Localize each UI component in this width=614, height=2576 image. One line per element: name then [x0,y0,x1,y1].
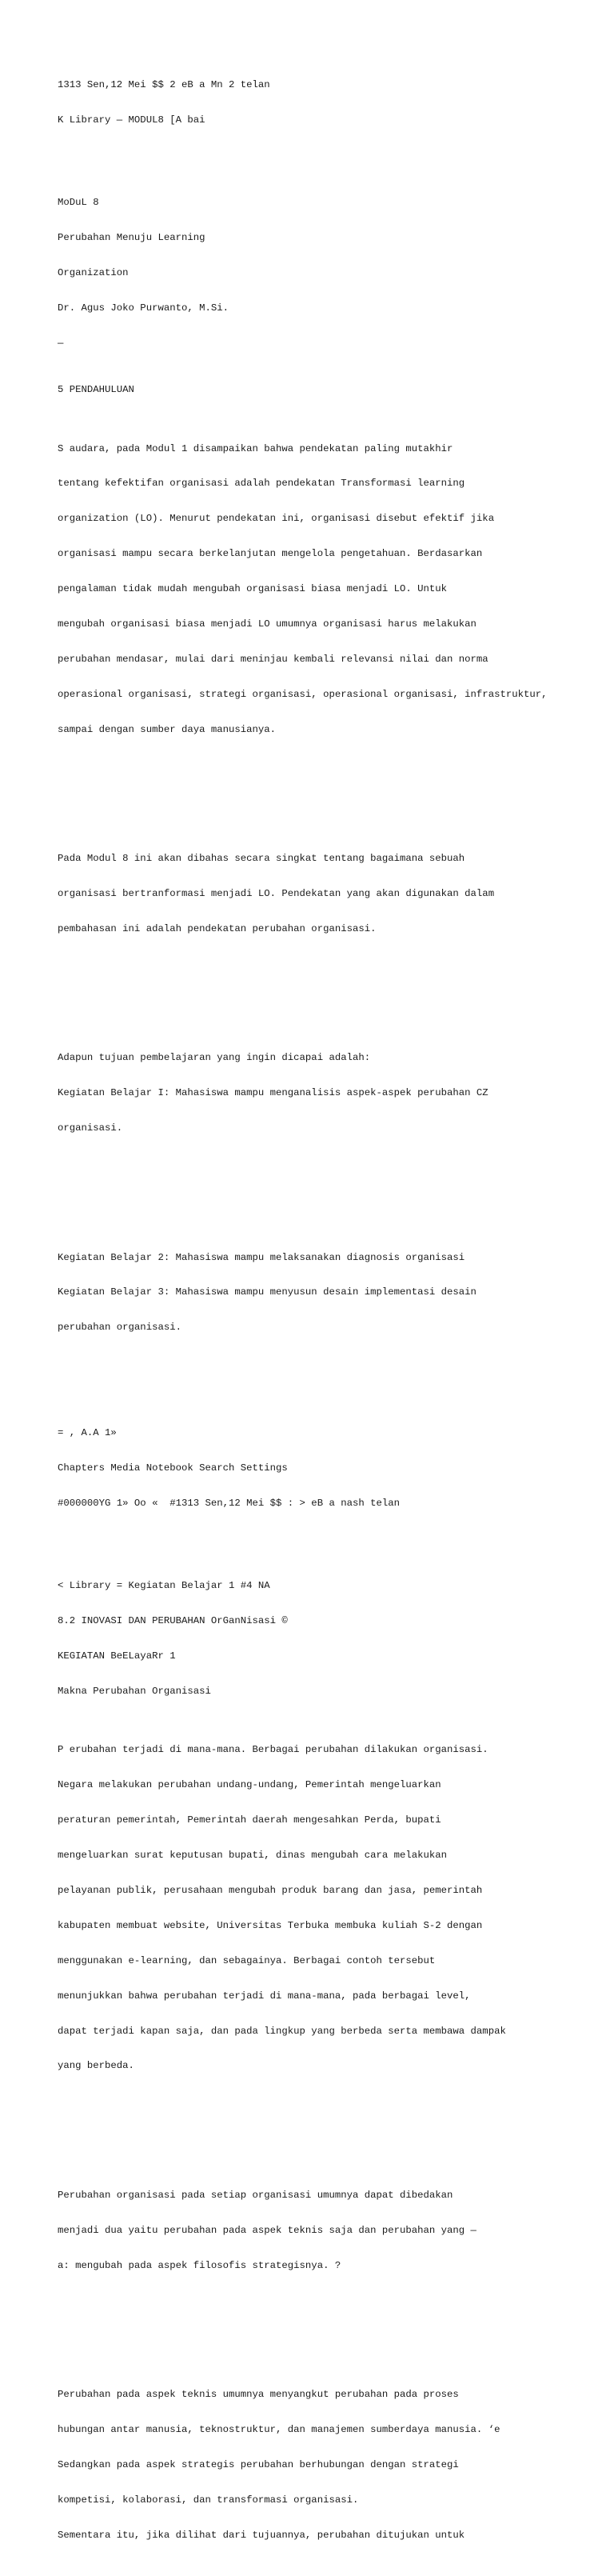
text-line: sampai dengan sumber daya manusianya. [58,724,277,736]
text-line: hubungan antar manusia, teknostruktur, dan manajemen sumberdaya manusia. ‘e [58,2423,500,2435]
spacer [58,2119,601,2131]
spacer [58,1182,601,1194]
text-line: organisasi mampu secara berkelanjutan mengelola pengetahuan. Berdasarkan [58,548,483,560]
spacer [58,982,601,994]
learning-objectives-continued [58,1228,601,1357]
text-line: Sementara itu, jika dilihat dari tujuannya, perubahan ditujukan untuk [58,2529,465,2541]
text-line: a: mengubah pada aspek filosofis strategisnya. ? [58,2259,341,2271]
text-line: pembahasan ini adalah pendekatan perubahan organisasi. [58,923,377,935]
section-subtitle: Makna Perubahan Organisasi [58,1685,211,1697]
text-line: menggunakan e-learning, dan sebagainya. Berbagai contoh tersebut [58,1954,436,1966]
text-line: Pada Modul 8 ini akan dibahas secara singkat tentang bagaimana sebuah [58,853,465,865]
text-line: kabupaten membuat website, Universitas Terbuka membuka kuliah S-2 dengan [58,1919,483,1931]
intro-paragraph-1 [58,419,601,759]
text-line: dapat terjadi kapan saja, dan pada lingkup yang berbeda serta membawa dampak [58,2025,506,2037]
text-line: perubahan mendasar, mulai dari meninjau kembali relevansi nilai dan norma [58,654,488,666]
spacer [58,2318,601,2330]
text-line: organisasi bertranformasi menjadi LO. Pendekatan yang akan digunakan dalam [58,888,495,900]
reader-tabs[interactable]: Chapters Media Notebook Search Settings [58,1462,288,1474]
status-line-2: #000000YG 1» Oo « #1313 Sen,12 Mei $$ : > eB a nash telan [58,1498,401,1510]
section-paragraph-3 [58,2365,601,2564]
text-line: Kegiatan Belajar I: Mahasiswa mampu menganalisis aspek-aspek perubahan CZ [58,1087,488,1099]
text-line: Kegiatan Belajar 3: Mahasiswa mampu menyusun desain implementasi desain [58,1286,476,1298]
text-line: operasional organisasi, strategi organisasi, operasional organisasi, infrastruktur, [58,689,548,701]
module-dash: — [58,337,64,349]
text-line: pelayanan publik, perusahaan mengubah produk barang dan jasa, pemerintah [58,1884,483,1896]
spacer [58,782,601,794]
section-title: 8.2 INOVASI DAN PERUBAHAN OrGanNisasi © [58,1614,288,1626]
intro-heading: 5 PENDAHULUAN [58,384,134,396]
text-line: mengeluarkan surat keputusan bupati, dinas mengubah cara melakukan [58,1849,448,1861]
module-title-line-1: Perubahan Menuju Learning [58,231,205,243]
text-line: menjadi dua yaitu perubahan pada aspek teknis saja dan perubahan yang — [58,2224,476,2236]
intro-paragraph-2 [58,830,601,958]
text-line: Kegiatan Belajar 2: Mahasiswa mampu melaksanakan diagnosis organisasi [58,1251,465,1263]
text-line: Perubahan pada aspek teknis umumnya menyangkut perubahan pada proses [58,2388,459,2400]
text-line: Negara melakukan perubahan undang-undang, Pemerintah mengeluarkan [58,1778,441,1790]
module-label: MoDuL 8 [58,196,99,208]
learning-objectives [58,1029,601,1158]
section-paragraph-2 [58,2166,601,2294]
text-line: peraturan pemerintah, Pemerintah daerah mengesahkan Perda, bupati [58,1814,441,1826]
text-line: pengalaman tidak mudah mengubah organisasi biasa menjadi LO. Untuk [58,583,448,595]
text-line: P erubahan terjadi di mana-mana. Berbagai perubahan dilakukan organisasi. [58,1743,488,1755]
kegiatan-label: KEGIATAN BeELayaRr 1 [58,1650,176,1662]
text-line: kompetisi, kolaborasi, dan transformasi organisasi. [58,2494,359,2506]
text-line: perubahan organisasi. [58,1322,181,1334]
spacer [58,1381,601,1393]
section-breadcrumb[interactable]: < Library = Kegiatan Belajar 1 #4 NA [58,1579,270,1591]
text-line: Perubahan organisasi pada setiap organisasi umumnya dapat dibedakan [58,2189,453,2201]
text-line: yang berbeda. [58,2060,134,2072]
text-line: organisasi. [58,1122,123,1134]
text-line: Adapun tujuan pembelajaran yang ingin dicapai adalah: [58,1052,371,1064]
text-line: menunjukkan bahwa perubahan terjadi di mana-mana, pada berbagai level, [58,1990,471,2002]
text-line: tentang kefektifan organisasi adalah pendekatan Transformasi learning [58,478,465,490]
module-title-line-2: Organization [58,266,129,278]
module-author: Dr. Agus Joko Purwanto, M.Si. [58,302,229,314]
text-line: mengubah organisasi biasa menjadi LO umumnya organisasi harus melakukan [58,618,476,630]
spacer [58,1533,601,1545]
text-line: organization (LO). Menurut pendekatan ini, organisasi disebut efektif jika [58,513,495,525]
library-breadcrumb[interactable]: K Library — MODUL8 [A bai [58,114,205,126]
document-page [58,56,601,2576]
text-line: Sedangkan pada aspek strategis perubahan berhubungan dengan strategi [58,2458,459,2470]
text-line: S audara, pada Modul 1 disampaikan bahwa pendekatan paling mutakhir [58,442,453,454]
spacer [58,150,601,162]
section-paragraph-1 [58,1721,601,2096]
status-line: 1313 Sen,12 Mei $$ 2 eB a Mn 2 telan [58,79,270,91]
page-reference: = , A.A 1» [58,1427,117,1439]
